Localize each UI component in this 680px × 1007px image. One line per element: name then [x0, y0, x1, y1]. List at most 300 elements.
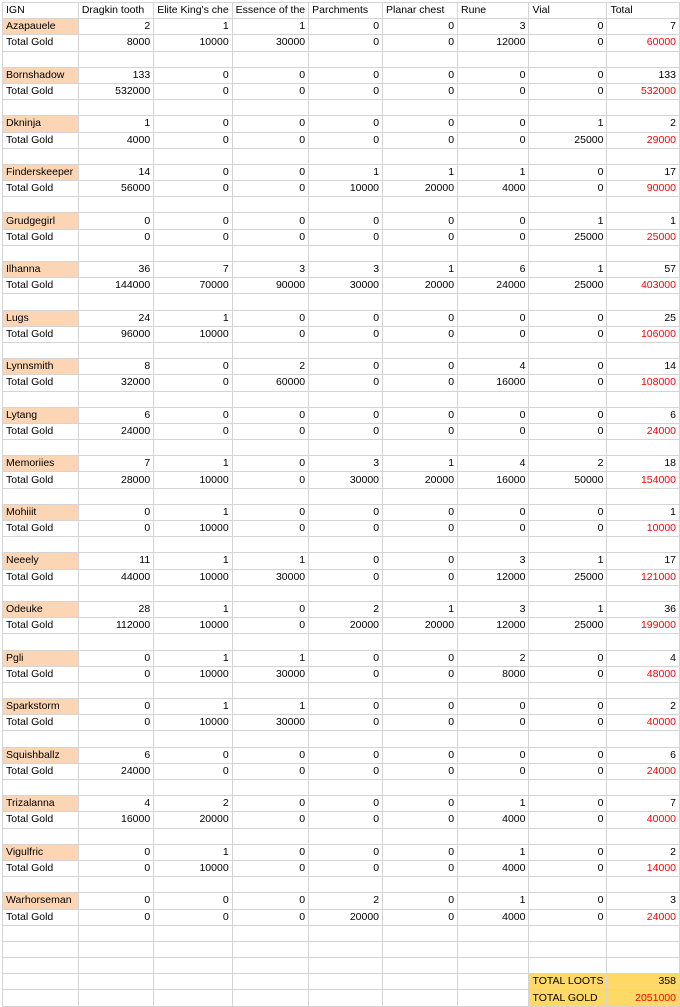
gold-value-cell[interactable]: 0	[154, 375, 232, 391]
gold-value-cell[interactable]: 0	[529, 909, 607, 925]
empty-cell[interactable]	[154, 537, 232, 553]
empty-cell[interactable]	[607, 585, 680, 601]
loot-count-cell[interactable]: 1	[458, 796, 529, 812]
loot-count-cell[interactable]: 0	[529, 504, 607, 520]
total-loots-value[interactable]: 358	[607, 974, 680, 990]
loot-count-cell[interactable]: 0	[154, 407, 232, 423]
empty-cell[interactable]	[607, 731, 680, 747]
loot-count-cell[interactable]: 0	[309, 407, 383, 423]
gold-value-cell[interactable]: 0	[458, 521, 529, 537]
gold-value-cell[interactable]: 0	[529, 423, 607, 439]
empty-cell[interactable]	[3, 294, 79, 310]
empty-cell[interactable]	[607, 634, 680, 650]
empty-cell[interactable]	[309, 488, 383, 504]
empty-cell[interactable]	[78, 294, 153, 310]
gold-value-cell[interactable]: 0	[78, 666, 153, 682]
gold-value-cell[interactable]: 0	[529, 375, 607, 391]
empty-cell[interactable]	[607, 440, 680, 456]
gold-value-cell[interactable]: 20000	[383, 618, 458, 634]
empty-cell[interactable]	[458, 148, 529, 164]
loot-count-cell[interactable]: 0	[309, 213, 383, 229]
gold-value-cell[interactable]: 0	[383, 909, 458, 925]
empty-cell[interactable]	[309, 974, 383, 990]
empty-cell[interactable]	[458, 731, 529, 747]
empty-cell[interactable]	[383, 148, 458, 164]
empty-cell[interactable]	[154, 828, 232, 844]
total-gold-label[interactable]: Total Gold	[3, 278, 79, 294]
empty-cell[interactable]	[154, 197, 232, 213]
empty-cell[interactable]	[607, 537, 680, 553]
loot-count-cell[interactable]: 1	[529, 553, 607, 569]
loot-count-cell[interactable]: 2	[458, 650, 529, 666]
empty-cell[interactable]	[529, 440, 607, 456]
empty-cell[interactable]	[78, 990, 153, 1006]
column-header[interactable]: Parchments	[309, 3, 383, 19]
gold-value-cell[interactable]: 0	[309, 521, 383, 537]
empty-cell[interactable]	[232, 537, 308, 553]
empty-cell[interactable]	[3, 682, 79, 698]
loot-count-cell[interactable]: 1	[78, 116, 153, 132]
gold-value-cell[interactable]: 20000	[309, 618, 383, 634]
gold-value-cell[interactable]: 0	[529, 812, 607, 828]
gold-value-cell[interactable]: 8000	[458, 666, 529, 682]
gold-value-cell[interactable]: 0	[78, 715, 153, 731]
empty-cell[interactable]	[154, 731, 232, 747]
empty-cell[interactable]	[154, 342, 232, 358]
empty-cell[interactable]	[458, 682, 529, 698]
empty-cell[interactable]	[154, 294, 232, 310]
empty-cell[interactable]	[154, 877, 232, 893]
loot-count-cell[interactable]: 0	[232, 796, 308, 812]
gold-value-cell[interactable]: 0	[154, 909, 232, 925]
gold-value-cell[interactable]: 30000	[309, 472, 383, 488]
empty-cell[interactable]	[529, 294, 607, 310]
loot-count-cell[interactable]: 0	[383, 893, 458, 909]
empty-cell[interactable]	[383, 634, 458, 650]
empty-cell[interactable]	[232, 925, 308, 941]
loot-count-cell[interactable]: 4	[458, 456, 529, 472]
empty-cell[interactable]	[232, 488, 308, 504]
empty-cell[interactable]	[529, 958, 607, 974]
gold-value-cell[interactable]: 0	[529, 35, 607, 51]
loot-total-cell[interactable]: 2	[607, 116, 680, 132]
empty-cell[interactable]	[78, 100, 153, 116]
gold-value-cell[interactable]: 532000	[78, 83, 153, 99]
loot-count-cell[interactable]: 0	[383, 310, 458, 326]
empty-cell[interactable]	[154, 958, 232, 974]
loot-total-cell[interactable]: 2	[607, 844, 680, 860]
loot-count-cell[interactable]: 0	[383, 650, 458, 666]
empty-cell[interactable]	[458, 958, 529, 974]
total-gold-label[interactable]: Total Gold	[3, 229, 79, 245]
gold-value-cell[interactable]: 0	[78, 521, 153, 537]
empty-cell[interactable]	[3, 925, 79, 941]
gold-value-cell[interactable]: 0	[529, 181, 607, 197]
loot-count-cell[interactable]: 1	[383, 164, 458, 180]
gold-value-cell[interactable]: 0	[232, 618, 308, 634]
loot-count-cell[interactable]: 0	[78, 650, 153, 666]
empty-cell[interactable]	[78, 780, 153, 796]
loot-count-cell[interactable]: 0	[232, 67, 308, 83]
loot-count-cell[interactable]: 2	[78, 19, 153, 35]
gold-value-cell[interactable]: 10000	[154, 472, 232, 488]
gold-total-cell[interactable]: 40000	[607, 812, 680, 828]
empty-cell[interactable]	[383, 780, 458, 796]
empty-cell[interactable]	[232, 780, 308, 796]
loot-count-cell[interactable]: 0	[309, 844, 383, 860]
loot-count-cell[interactable]: 6	[458, 262, 529, 278]
loot-count-cell[interactable]: 0	[529, 699, 607, 715]
player-name[interactable]: Lytang	[3, 407, 79, 423]
loot-count-cell[interactable]: 0	[309, 310, 383, 326]
empty-cell[interactable]	[3, 100, 79, 116]
loot-total-cell[interactable]: 1	[607, 213, 680, 229]
column-header[interactable]: Dragkin tooth	[78, 3, 153, 19]
empty-cell[interactable]	[154, 682, 232, 698]
gold-value-cell[interactable]: 10000	[154, 521, 232, 537]
empty-cell[interactable]	[309, 197, 383, 213]
empty-cell[interactable]	[458, 780, 529, 796]
empty-cell[interactable]	[232, 245, 308, 261]
loot-count-cell[interactable]: 0	[309, 650, 383, 666]
loot-count-cell[interactable]: 28	[78, 601, 153, 617]
empty-cell[interactable]	[607, 100, 680, 116]
gold-total-cell[interactable]: 108000	[607, 375, 680, 391]
loot-count-cell[interactable]: 0	[232, 601, 308, 617]
loot-count-cell[interactable]: 2	[232, 359, 308, 375]
gold-value-cell[interactable]: 30000	[232, 569, 308, 585]
loot-count-cell[interactable]: 0	[383, 407, 458, 423]
empty-cell[interactable]	[232, 990, 308, 1006]
loot-count-cell[interactable]: 1	[383, 456, 458, 472]
player-name[interactable]: Neeely	[3, 553, 79, 569]
empty-cell[interactable]	[458, 51, 529, 67]
empty-cell[interactable]	[154, 245, 232, 261]
gold-value-cell[interactable]: 0	[309, 860, 383, 876]
gold-total-cell[interactable]: 24000	[607, 763, 680, 779]
gold-value-cell[interactable]: 30000	[232, 666, 308, 682]
empty-cell[interactable]	[232, 828, 308, 844]
empty-cell[interactable]	[607, 488, 680, 504]
loot-count-cell[interactable]: 0	[232, 747, 308, 763]
column-header[interactable]: Rune	[458, 3, 529, 19]
empty-cell[interactable]	[383, 682, 458, 698]
loot-count-cell[interactable]: 2	[309, 893, 383, 909]
empty-cell[interactable]	[309, 990, 383, 1006]
loot-count-cell[interactable]: 0	[458, 310, 529, 326]
gold-total-cell[interactable]: 199000	[607, 618, 680, 634]
gold-value-cell[interactable]: 0	[232, 229, 308, 245]
empty-cell[interactable]	[154, 634, 232, 650]
loot-total-cell[interactable]: 17	[607, 553, 680, 569]
gold-value-cell[interactable]: 25000	[529, 132, 607, 148]
gold-value-cell[interactable]: 10000	[154, 715, 232, 731]
empty-cell[interactable]	[232, 731, 308, 747]
empty-cell[interactable]	[3, 877, 79, 893]
player-name[interactable]: Lugs	[3, 310, 79, 326]
empty-cell[interactable]	[78, 245, 153, 261]
empty-cell[interactable]	[607, 925, 680, 941]
gold-value-cell[interactable]: 4000	[458, 909, 529, 925]
empty-cell[interactable]	[607, 780, 680, 796]
empty-cell[interactable]	[3, 537, 79, 553]
loot-total-cell[interactable]: 14	[607, 359, 680, 375]
gold-value-cell[interactable]: 25000	[529, 278, 607, 294]
empty-cell[interactable]	[383, 245, 458, 261]
loot-count-cell[interactable]: 133	[78, 67, 153, 83]
loot-count-cell[interactable]: 1	[383, 262, 458, 278]
gold-value-cell[interactable]: 0	[458, 326, 529, 342]
empty-cell[interactable]	[607, 51, 680, 67]
gold-value-cell[interactable]: 0	[383, 132, 458, 148]
gold-value-cell[interactable]: 56000	[78, 181, 153, 197]
empty-cell[interactable]	[3, 634, 79, 650]
empty-cell[interactable]	[154, 974, 232, 990]
loot-total-cell[interactable]: 133	[607, 67, 680, 83]
player-name[interactable]: Dkninja	[3, 116, 79, 132]
gold-value-cell[interactable]: 0	[232, 326, 308, 342]
loot-count-cell[interactable]: 0	[383, 19, 458, 35]
empty-cell[interactable]	[529, 391, 607, 407]
loot-count-cell[interactable]: 0	[458, 699, 529, 715]
loot-count-cell[interactable]: 0	[458, 407, 529, 423]
loot-total-cell[interactable]: 4	[607, 650, 680, 666]
empty-cell[interactable]	[3, 974, 79, 990]
empty-cell[interactable]	[78, 634, 153, 650]
loot-count-cell[interactable]: 0	[232, 504, 308, 520]
empty-cell[interactable]	[154, 391, 232, 407]
gold-value-cell[interactable]: 8000	[78, 35, 153, 51]
empty-cell[interactable]	[232, 440, 308, 456]
empty-cell[interactable]	[78, 941, 153, 957]
loot-count-cell[interactable]: 0	[232, 164, 308, 180]
loot-count-cell[interactable]: 1	[232, 19, 308, 35]
empty-cell[interactable]	[78, 148, 153, 164]
gold-value-cell[interactable]: 0	[78, 909, 153, 925]
gold-value-cell[interactable]: 0	[232, 812, 308, 828]
gold-value-cell[interactable]: 10000	[154, 618, 232, 634]
empty-cell[interactable]	[458, 585, 529, 601]
loot-count-cell[interactable]: 0	[383, 844, 458, 860]
empty-cell[interactable]	[383, 197, 458, 213]
loot-count-cell[interactable]: 0	[78, 213, 153, 229]
gold-total-cell[interactable]: 24000	[607, 423, 680, 439]
gold-value-cell[interactable]: 0	[383, 423, 458, 439]
gold-value-cell[interactable]: 10000	[154, 569, 232, 585]
empty-cell[interactable]	[309, 440, 383, 456]
total-gold-label[interactable]: Total Gold	[3, 472, 79, 488]
loot-total-cell[interactable]: 1	[607, 504, 680, 520]
gold-value-cell[interactable]: 30000	[232, 35, 308, 51]
gold-value-cell[interactable]: 0	[232, 83, 308, 99]
loot-count-cell[interactable]: 0	[154, 164, 232, 180]
empty-cell[interactable]	[3, 958, 79, 974]
empty-cell[interactable]	[309, 925, 383, 941]
empty-cell[interactable]	[154, 925, 232, 941]
gold-value-cell[interactable]: 0	[458, 715, 529, 731]
empty-cell[interactable]	[232, 958, 308, 974]
loot-count-cell[interactable]: 0	[232, 456, 308, 472]
empty-cell[interactable]	[232, 148, 308, 164]
empty-cell[interactable]	[309, 391, 383, 407]
empty-cell[interactable]	[529, 682, 607, 698]
empty-cell[interactable]	[78, 974, 153, 990]
loot-total-cell[interactable]: 57	[607, 262, 680, 278]
loot-total-cell[interactable]: 7	[607, 19, 680, 35]
empty-cell[interactable]	[78, 440, 153, 456]
total-gold-label[interactable]: Total Gold	[3, 423, 79, 439]
loot-total-cell[interactable]: 6	[607, 747, 680, 763]
loot-count-cell[interactable]: 0	[309, 747, 383, 763]
gold-value-cell[interactable]: 16000	[458, 472, 529, 488]
gold-value-cell[interactable]: 0	[309, 375, 383, 391]
gold-value-cell[interactable]: 0	[383, 812, 458, 828]
loot-count-cell[interactable]: 3	[458, 601, 529, 617]
gold-value-cell[interactable]: 0	[154, 132, 232, 148]
player-name[interactable]: Squishballz	[3, 747, 79, 763]
gold-value-cell[interactable]: 144000	[78, 278, 153, 294]
empty-cell[interactable]	[383, 440, 458, 456]
gold-value-cell[interactable]: 112000	[78, 618, 153, 634]
loot-count-cell[interactable]: 0	[309, 359, 383, 375]
loot-count-cell[interactable]: 0	[232, 213, 308, 229]
loot-count-cell[interactable]: 0	[383, 67, 458, 83]
empty-cell[interactable]	[154, 488, 232, 504]
total-gold-label[interactable]: Total Gold	[3, 569, 79, 585]
player-name[interactable]: Trizalanna	[3, 796, 79, 812]
loot-count-cell[interactable]: 11	[78, 553, 153, 569]
empty-cell[interactable]	[309, 941, 383, 957]
gold-total-cell[interactable]: 532000	[607, 83, 680, 99]
empty-cell[interactable]	[78, 197, 153, 213]
gold-total-cell[interactable]: 154000	[607, 472, 680, 488]
empty-cell[interactable]	[607, 877, 680, 893]
empty-cell[interactable]	[232, 391, 308, 407]
gold-value-cell[interactable]: 0	[383, 326, 458, 342]
gold-value-cell[interactable]: 0	[529, 521, 607, 537]
gold-total-cell[interactable]: 90000	[607, 181, 680, 197]
gold-value-cell[interactable]: 4000	[458, 181, 529, 197]
gold-value-cell[interactable]: 12000	[458, 618, 529, 634]
loot-count-cell[interactable]: 1	[154, 19, 232, 35]
loot-count-cell[interactable]: 3	[458, 553, 529, 569]
gold-value-cell[interactable]: 0	[232, 521, 308, 537]
loot-count-cell[interactable]: 0	[529, 844, 607, 860]
total-gold-label[interactable]: Total Gold	[3, 181, 79, 197]
empty-cell[interactable]	[529, 585, 607, 601]
empty-cell[interactable]	[458, 440, 529, 456]
gold-value-cell[interactable]: 0	[309, 326, 383, 342]
loot-count-cell[interactable]: 0	[78, 844, 153, 860]
loot-count-cell[interactable]: 0	[154, 116, 232, 132]
loot-count-cell[interactable]: 0	[458, 747, 529, 763]
empty-cell[interactable]	[154, 100, 232, 116]
loot-count-cell[interactable]: 0	[154, 213, 232, 229]
loot-count-cell[interactable]: 1	[383, 601, 458, 617]
empty-cell[interactable]	[458, 990, 529, 1006]
player-name[interactable]: Pgli	[3, 650, 79, 666]
player-name[interactable]: Ilhanna	[3, 262, 79, 278]
player-name[interactable]: Odeuke	[3, 601, 79, 617]
gold-value-cell[interactable]: 50000	[529, 472, 607, 488]
gold-value-cell[interactable]: 0	[309, 83, 383, 99]
gold-total-cell[interactable]: 25000	[607, 229, 680, 245]
loot-count-cell[interactable]: 0	[309, 116, 383, 132]
gold-value-cell[interactable]: 20000	[154, 812, 232, 828]
empty-cell[interactable]	[232, 197, 308, 213]
gold-value-cell[interactable]: 0	[309, 715, 383, 731]
loot-total-cell[interactable]: 25	[607, 310, 680, 326]
gold-value-cell[interactable]: 0	[383, 83, 458, 99]
loot-count-cell[interactable]: 0	[154, 747, 232, 763]
loot-count-cell[interactable]: 6	[78, 747, 153, 763]
empty-cell[interactable]	[529, 342, 607, 358]
empty-cell[interactable]	[529, 197, 607, 213]
gold-value-cell[interactable]: 0	[309, 763, 383, 779]
loot-count-cell[interactable]: 7	[78, 456, 153, 472]
column-header[interactable]: Total	[607, 3, 680, 19]
loot-count-cell[interactable]: 1	[154, 456, 232, 472]
total-gold-label[interactable]: Total Gold	[3, 618, 79, 634]
empty-cell[interactable]	[309, 100, 383, 116]
player-name[interactable]: Warhorseman	[3, 893, 79, 909]
empty-cell[interactable]	[607, 828, 680, 844]
gold-value-cell[interactable]: 0	[309, 569, 383, 585]
gold-value-cell[interactable]: 12000	[458, 35, 529, 51]
gold-value-cell[interactable]: 0	[458, 423, 529, 439]
gold-value-cell[interactable]: 0	[458, 763, 529, 779]
total-gold-label[interactable]: Total Gold	[3, 763, 79, 779]
empty-cell[interactable]	[458, 974, 529, 990]
loot-count-cell[interactable]: 0	[309, 699, 383, 715]
gold-value-cell[interactable]: 20000	[383, 472, 458, 488]
gold-value-cell[interactable]: 0	[383, 860, 458, 876]
gold-value-cell[interactable]: 32000	[78, 375, 153, 391]
empty-cell[interactable]	[232, 51, 308, 67]
gold-value-cell[interactable]: 28000	[78, 472, 153, 488]
loot-count-cell[interactable]: 0	[154, 893, 232, 909]
gold-value-cell[interactable]: 0	[309, 812, 383, 828]
loot-count-cell[interactable]: 1	[232, 650, 308, 666]
loot-count-cell[interactable]: 1	[458, 844, 529, 860]
empty-cell[interactable]	[383, 51, 458, 67]
gold-value-cell[interactable]: 4000	[458, 812, 529, 828]
empty-cell[interactable]	[529, 488, 607, 504]
empty-cell[interactable]	[607, 197, 680, 213]
loot-count-cell[interactable]: 0	[458, 504, 529, 520]
loot-count-cell[interactable]: 0	[529, 407, 607, 423]
loot-count-cell[interactable]: 0	[529, 747, 607, 763]
total-gold-summary-label[interactable]: TOTAL GOLD	[529, 990, 607, 1006]
gold-value-cell[interactable]: 10000	[154, 860, 232, 876]
empty-cell[interactable]	[309, 342, 383, 358]
loot-total-cell[interactable]: 3	[607, 893, 680, 909]
loot-count-cell[interactable]: 0	[154, 67, 232, 83]
gold-value-cell[interactable]: 0	[309, 35, 383, 51]
gold-value-cell[interactable]: 0	[232, 181, 308, 197]
loot-count-cell[interactable]: 0	[232, 310, 308, 326]
empty-cell[interactable]	[458, 245, 529, 261]
gold-value-cell[interactable]: 4000	[78, 132, 153, 148]
empty-cell[interactable]	[78, 958, 153, 974]
gold-total-cell[interactable]: 48000	[607, 666, 680, 682]
loot-count-cell[interactable]: 0	[529, 359, 607, 375]
empty-cell[interactable]	[154, 780, 232, 796]
empty-cell[interactable]	[154, 51, 232, 67]
loot-count-cell[interactable]: 1	[232, 553, 308, 569]
gold-value-cell[interactable]: 0	[154, 181, 232, 197]
empty-cell[interactable]	[154, 585, 232, 601]
